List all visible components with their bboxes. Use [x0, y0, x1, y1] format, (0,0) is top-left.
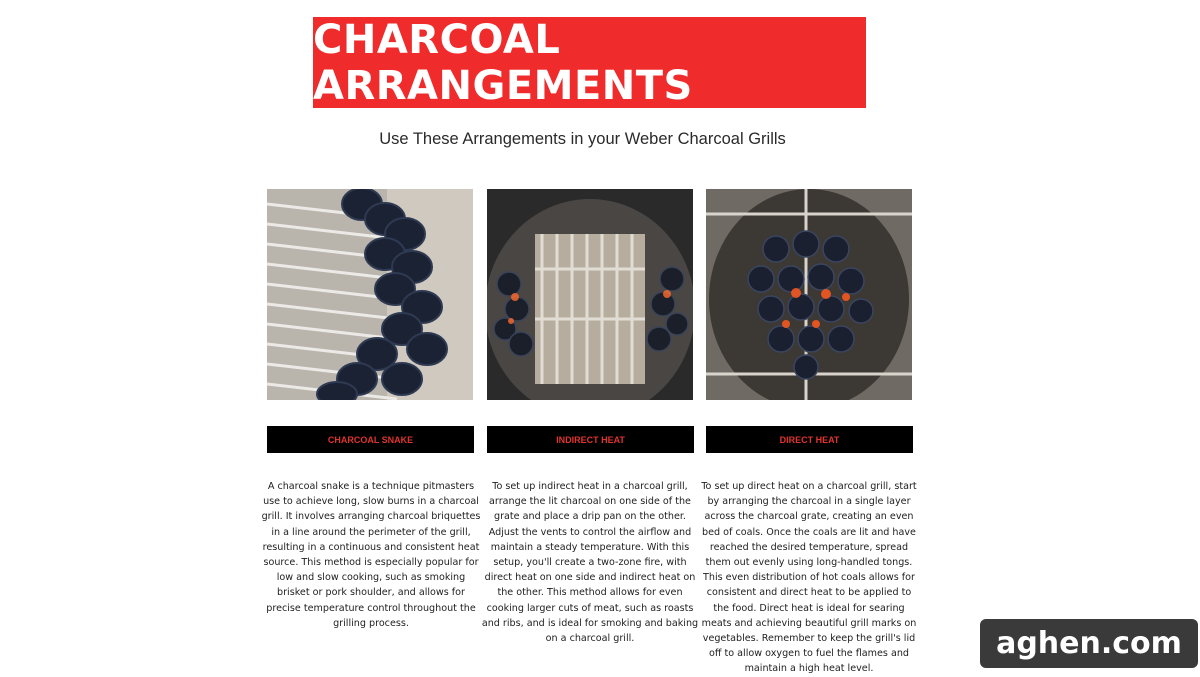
- label-text: INDIRECT HEAT: [556, 434, 625, 445]
- title-banner: [313, 17, 866, 108]
- page-title: CHARCOAL ARRANGEMENTS: [313, 16, 693, 109]
- label-text: DIRECT HEAT: [779, 434, 840, 445]
- indirect-heat-description: To set up indirect heat in a charcoal grill, arrange the lit charcoal on one side of the grate and place a drip pan on the other. Adjust the vents to control the airflow and maintain a steady temperature. With this setup, you'll create a two-zone fire, with direct heat on one side and indirect heat on the other. This method allows for even cooking larger cuts of meat, such as roasts and ribs, and is ideal for smoking and baking on a charcoal grill.: [481, 481, 699, 645]
- watermark-text: aghen.com: [996, 626, 1182, 661]
- direct-heat-label: [706, 426, 913, 453]
- charcoal-snake-label: [267, 426, 474, 453]
- direct-heat-photo: [706, 189, 912, 400]
- direct-heat-description: To set up direct heat on a charcoal grill, start by arranging the charcoal in a single layer across the charcoal grate, creating an even bed of coals. Once the coals are lit and have reached the desired temperature, spread them out evenly using long-handled tongs. This even distribution of hot coals allows for consistent and direct heat to be applied to the food. Direct heat is ideal for searing meats and achieving beautiful grill marks on vegetables. Remember to keep the grill's lid off to allow oxygen to fuel the flames and maintain a high heat level.: [701, 481, 917, 675]
- charcoal-snake-description: A charcoal snake is a technique pitmasters use to achieve long, slow burns in a charcoal grill. It involves arranging charcoal briquettes in a line around the perimeter of the grill, resulting in a continuous and consistent heat source. This method is especially popular for low and slow cooking, such as smoking brisket or pork shoulder, and allows for precise temperature control throughout the grilling process.: [261, 481, 481, 629]
- charcoal-snake-photo: [267, 189, 473, 400]
- indirect-heat-photo: [487, 189, 693, 400]
- indirect-heat-label: [487, 426, 694, 453]
- label-text: CHARCOAL SNAKE: [327, 434, 414, 445]
- watermark-badge: [980, 619, 1198, 668]
- page-subtitle: Use These Arrangements in your Weber Charcoal Grills: [379, 130, 786, 148]
